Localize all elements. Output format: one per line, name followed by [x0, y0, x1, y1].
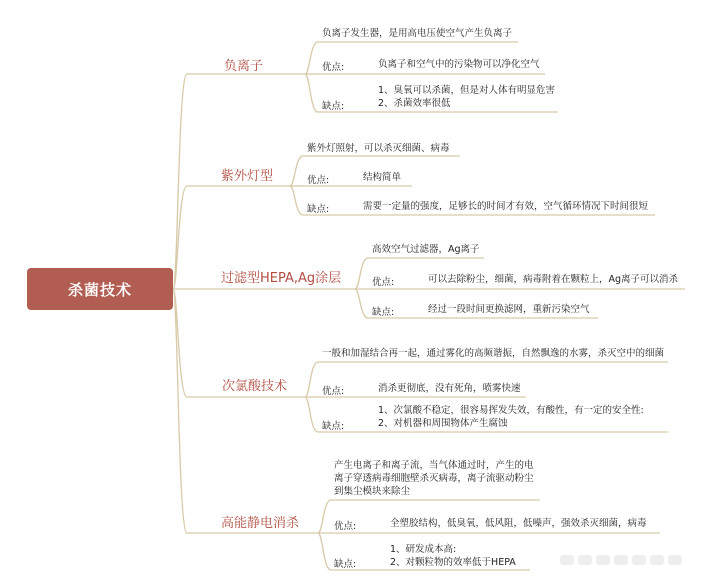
branch5-pro-label: 优点: — [334, 521, 357, 532]
branch1-description: 负离子发生器，是用高电压使空气产生负离子 — [322, 28, 513, 39]
branch1-con-label: 缺点: — [322, 101, 345, 112]
branch2-con-label: 缺点: — [307, 204, 330, 215]
connector-root-branch1 — [173, 74, 187, 289]
branch2-pro-text: 结构简单 — [363, 172, 402, 183]
branch-title-hepa-filter[interactable]: 过滤型HEPA,Ag涂层 — [221, 271, 342, 286]
branch3-pro-label: 优点: — [372, 277, 395, 288]
branch5-con-label: 缺点: — [334, 559, 357, 570]
branch4-con-line1: 1、次氯酸不稳定，很容易挥发失效，有酸性，有一定的安全性: — [378, 405, 644, 416]
branch4-description: 一般和加湿结合再一起，通过雾化的高频谐振，自然飘逸的水雾，杀灭空中的细菌 — [322, 348, 665, 359]
connector-root-branch5 — [173, 289, 187, 533]
branch-title-hypochlorous-acid[interactable]: 次氯酸技术 — [222, 379, 288, 394]
branch3-con-label: 缺点: — [372, 307, 395, 318]
branch-title-electrostatic[interactable]: 高能静电消杀 — [221, 516, 300, 531]
branch5-description-line3: 到集尘模块来除尘 — [334, 486, 411, 497]
branch1-con-line1: 1、臭氧可以杀菌，但是对人体有明显危害 — [378, 85, 556, 96]
branch5-pro-text: 全塑胶结构，低臭氧，低风阻，低噪声，强效杀灭细菌，病毒 — [390, 518, 647, 529]
branch5-description-line2: 离子穿透病毒细胞壁杀灭病毒，离子流驱动粉尘 — [334, 473, 534, 484]
branch-title-negative-ion[interactable]: 负离子 — [224, 59, 264, 74]
branch-title-uv-lamp[interactable]: 紫外灯型 — [221, 169, 274, 184]
branch1-pro-text: 负离子和空气中的污染物可以净化空气 — [378, 59, 540, 70]
branch2-description: 紫外灯照射，可以杀灭细菌、病毒 — [307, 143, 450, 154]
root-node[interactable]: 杀菌技术 — [27, 268, 173, 310]
branch3-pro-text: 可以去除粉尘，细菌，病毒附着在颗粒上，Ag离子可以消杀 — [428, 274, 679, 285]
branch2-pro-label: 优点: — [307, 175, 330, 186]
branch3-con-text: 经过一段时间更换滤网，重新污染空气 — [428, 304, 590, 315]
branch5-con-line1: 1、研发成本高: — [390, 544, 457, 555]
blurred-watermark — [560, 550, 710, 570]
branch1-pro-label: 优点: — [322, 62, 345, 73]
branch5-description-line1: 产生电离子和离子流，当气体通过时，产生的电 — [334, 460, 534, 471]
branch4-con-label: 缺点: — [322, 421, 345, 432]
branch4-pro-text: 消杀更彻底，没有死角，喷雾快速 — [378, 383, 521, 394]
branch5-con-line2: 2、对颗粒物的效率低于HEPA — [390, 557, 516, 568]
branch4-con-line2: 2、对机器和周围物体产生腐蚀 — [378, 418, 508, 429]
branch3-description: 高效空气过滤器，Ag离子 — [372, 244, 480, 255]
branch2-con-text: 需要一定量的强度，足够长的时间才有效，空气循环情况下时间很短 — [363, 201, 649, 212]
branch1-con-line2: 2、杀菌效率很低 — [378, 98, 451, 109]
branch4-pro-label: 优点: — [322, 386, 345, 397]
